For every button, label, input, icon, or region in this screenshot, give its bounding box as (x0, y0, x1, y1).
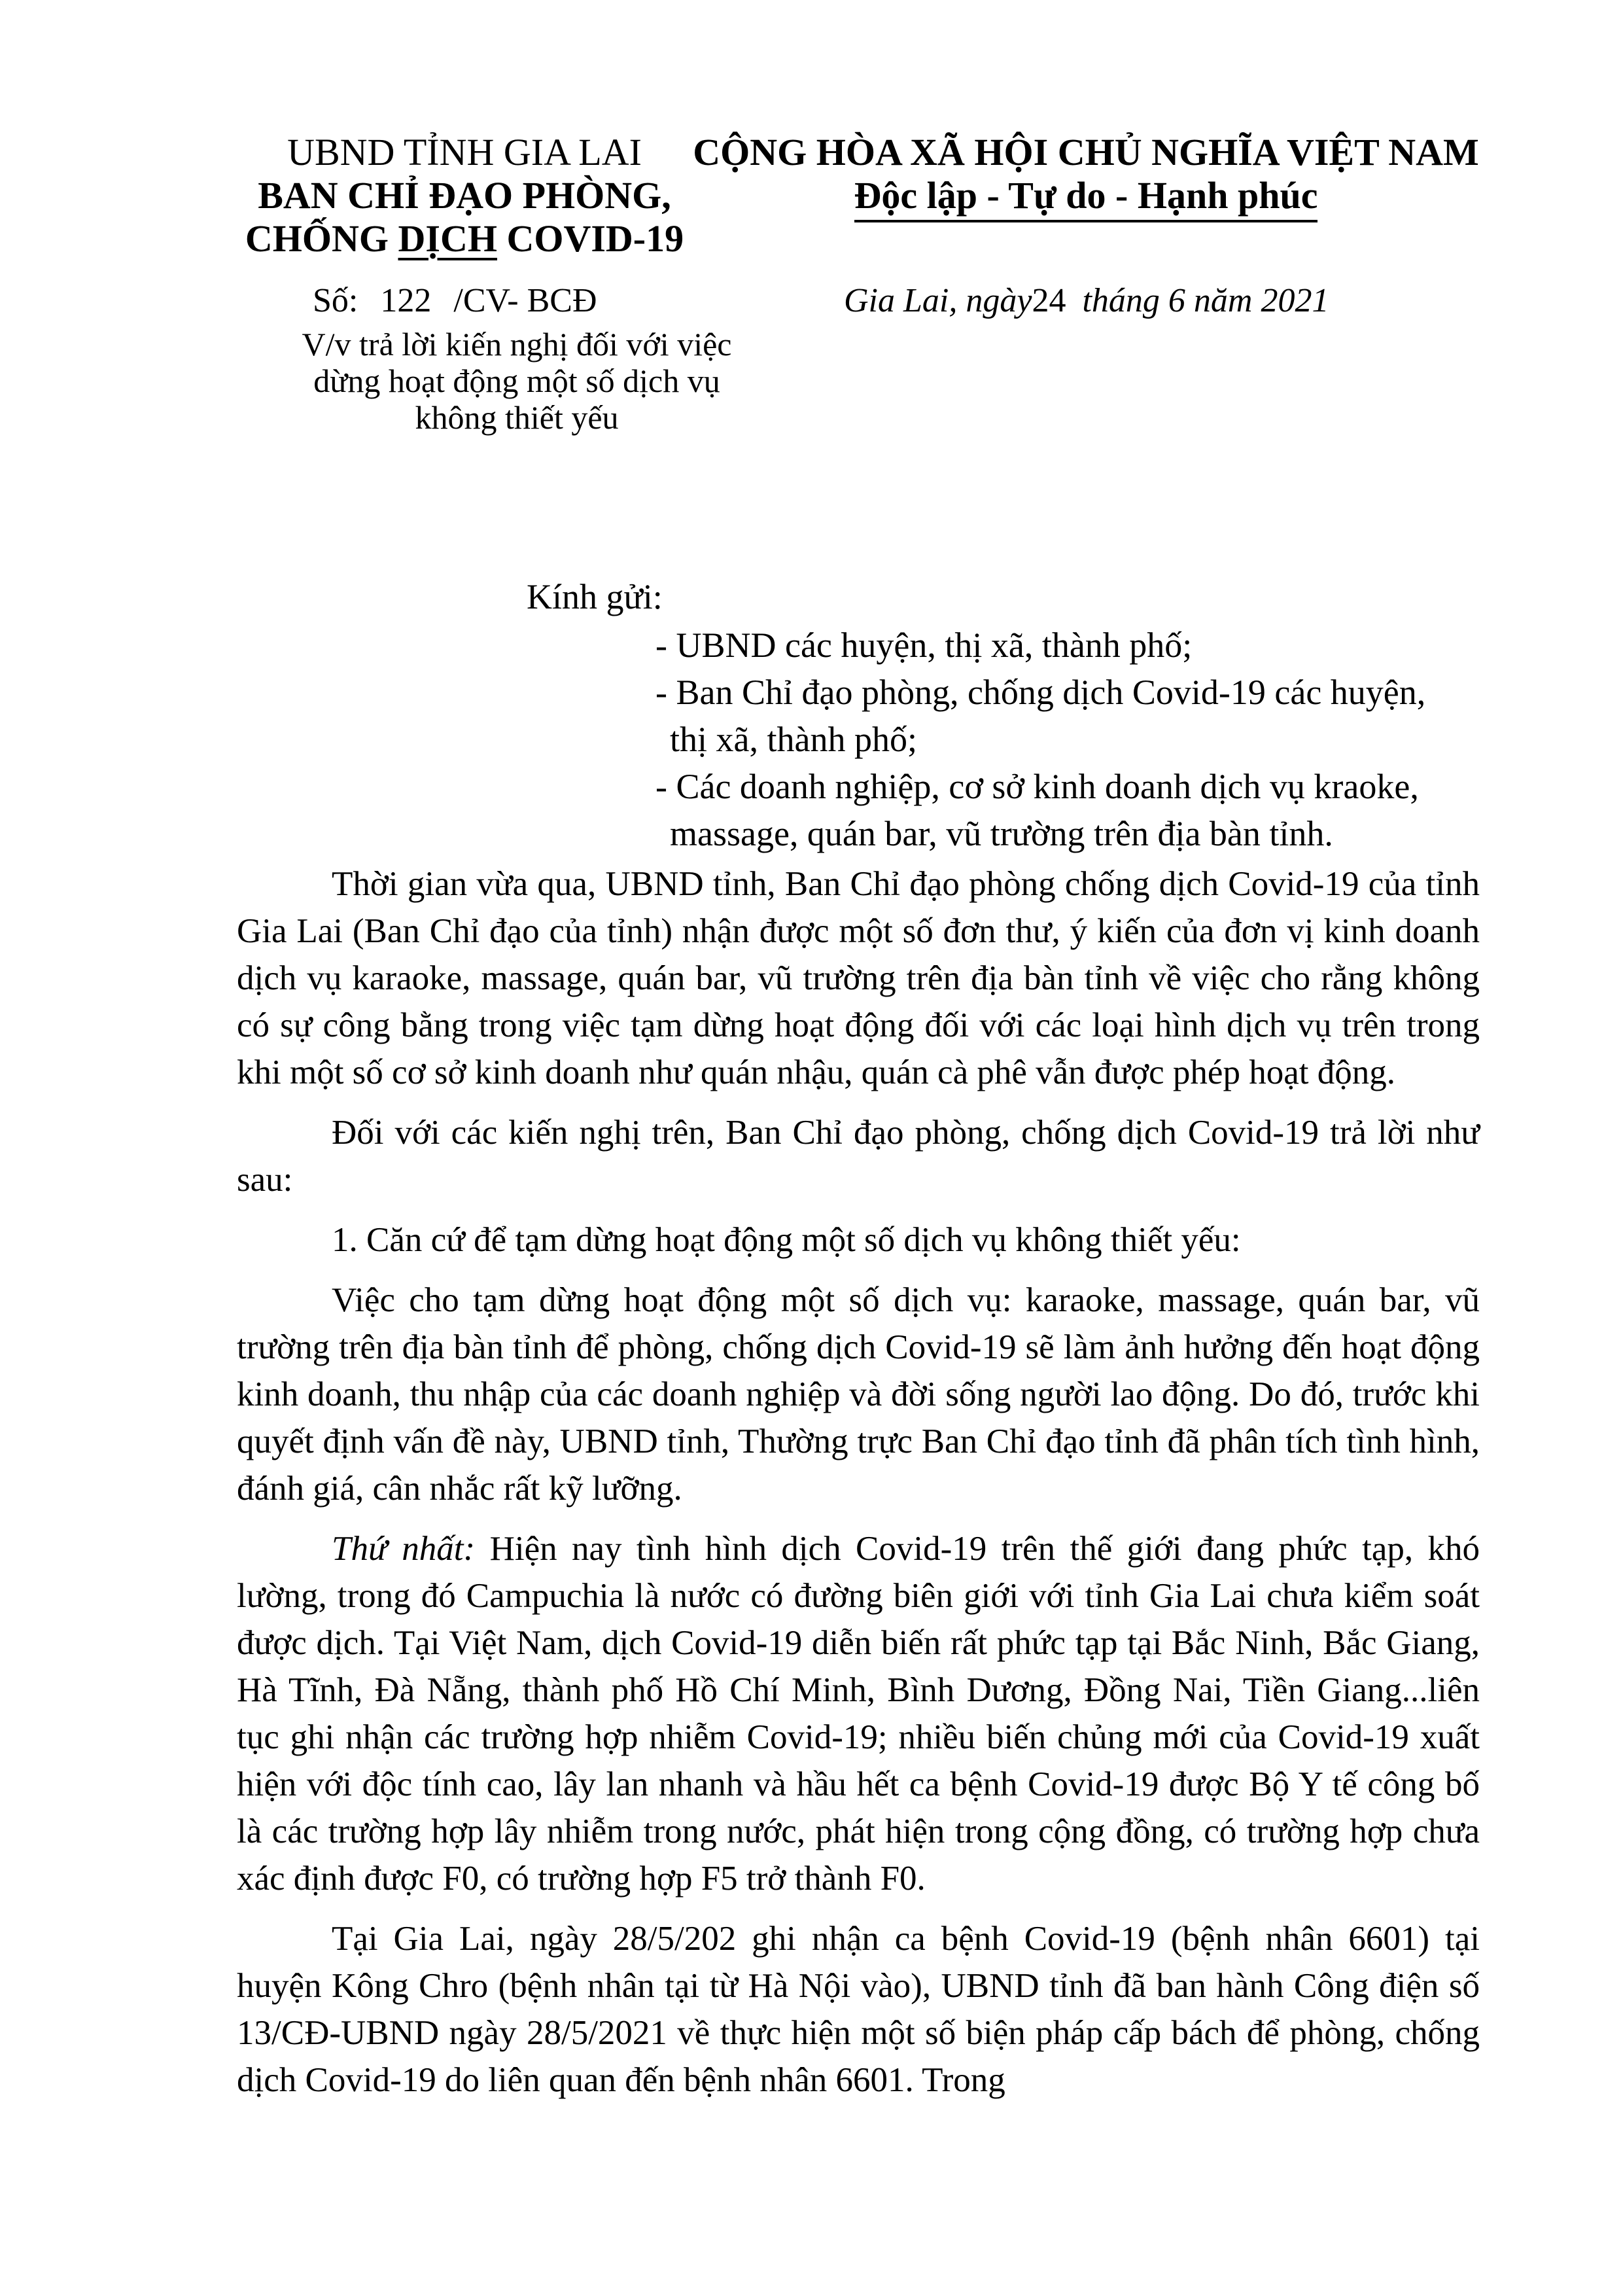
recipient-1: - UBND các huyện, thị xã, thành phố; (655, 626, 1193, 665)
national-heading (680, 131, 1492, 222)
recipient-3-line2: massage, quán bar, vũ trường trên địa bàn tỉnh. (670, 814, 1333, 853)
date-rest: tháng 6 năm 2021 (1082, 282, 1329, 319)
document-number-value: 122 (380, 282, 432, 319)
issuing-body-line3-c: COVID-19 (497, 217, 684, 260)
body-paragraph-5 (237, 1525, 1480, 1902)
issuing-body-line1: UBND TỈNH GIA LAI (287, 131, 642, 173)
nation-name: CỘNG HÒA XÃ HỘI CHỦ NGHĨA VIỆT NAM (693, 131, 1479, 173)
recipients-label: Kính gửi: (527, 577, 663, 616)
subject-line3: không thiết yếu (415, 399, 619, 436)
recipient-2 (655, 669, 1493, 763)
date-day: 24 (1032, 282, 1066, 319)
issuing-body-line3-b: DỊCH (398, 217, 497, 260)
subject-line2: dừng hoạt động một số dịch vụ (313, 362, 720, 399)
body-paragraph-1: Thời gian vừa qua, UBND tỉnh, Ban Chỉ đạo phòng chống dịch Covid-19 của tỉnh Gia Lai (Ban Chỉ đạo của tỉnh) nhận được một số đơn thư, ý kiến của đơn vị kinh doanh dịch vụ karaoke, massage, quán bar, vũ trường trên địa bàn tỉnh về việc cho rằng không có sự công bằng trong việc tạm dừng hoạt động đối với các loại hình dịch vụ trên trong khi một số cơ sở kinh doanh như quán nhậu, quán cà phê vẫn được phép hoạt động. (237, 865, 1480, 1091)
recipient-2-line2: thị xã, thành phố; (670, 720, 917, 759)
recipient-3-line1: - Các doanh nghiệp, cơ sở kinh doanh dịch vụ kraoke, (655, 767, 1419, 806)
body-paragraph-2: Đối với các kiến nghị trên, Ban Chỉ đạo phòng, chống dịch Covid-19 trả lời như sau: (237, 1114, 1480, 1199)
national-motto: Độc lập - Tự do - Hạnh phúc (854, 174, 1318, 222)
body-paragraph-5-text: Hiện nay tình hình dịch Covid-19 trên thế giới đang phức tạp, khó lường, trong đó Campuchia là nước có đường biên giới với tỉnh Gia Lai chưa kiểm soát được dịch. Tại Việt Nam, dịch Covid-19 diễn biến rất phức tạp tại Bắc Ninh, Bắc Giang, Hà Tĩnh, Đà Nẵng, thành phố Hồ Chí Minh, Bình Dương, Đồng Nai, Tiền Giang...liên tục ghi nhận các trường hợp nhiễm Covid-19; nhiều biến chủng mới của Covid-19 xuất hiện với độc tính cao, lây lan nhanh và hầu hết ca bệnh Covid-19 được Bộ Y tế công bố là các trường hợp lây nhiễm trong nước, phát hiện trong cộng đồng, có trường hợp chưa xác định được F0, có trường hợp F5 trở thành F0. (237, 1530, 1480, 1898)
issuing-body (236, 131, 693, 260)
issuing-body-line3-a: CHỐNG (245, 217, 398, 260)
body-paragraph-5-lead: Thứ nhất: (332, 1530, 476, 1568)
issuing-body-line3 (236, 217, 693, 260)
date-place: Gia Lai, ngày (844, 282, 1032, 319)
recipient-3 (655, 763, 1493, 857)
recipient-2-line1: - Ban Chỉ đạo phòng, chống dịch Covid-19 các huyện, (655, 673, 1426, 712)
subject-line1: V/v trả lời kiến nghị đối với việc (302, 326, 732, 362)
document-subject (275, 326, 759, 436)
document-number-prefix: Số: (313, 282, 358, 319)
document-body (237, 860, 1480, 2117)
issuing-body-line2: BAN CHỈ ĐẠO PHÒNG, (258, 174, 671, 217)
date-line (844, 281, 1329, 321)
body-paragraph-3: 1. Căn cứ để tạm dừng hoạt động một số dịch vụ không thiết yếu: (332, 1221, 1241, 1259)
body-paragraph-4: Việc cho tạm dừng hoạt động một số dịch vụ: karaoke, massage, quán bar, vũ trường trên địa bàn tỉnh để phòng, chống dịch Covid-19 sẽ làm ảnh hưởng đến hoạt động kinh doanh, thu nhập của các doanh nghiệp và đời sống người lao động. Do đó, trước khi quyết định vấn đề này, UBND tỉnh, Thường trực Ban Chỉ đạo tỉnh đã phân tích tình hình, đánh giá, cân nhắc rất kỹ lưỡng. (237, 1281, 1480, 1508)
document-number (313, 281, 597, 321)
document-number-suffix: /CV- BCĐ (453, 282, 597, 319)
body-paragraph-6: Tại Gia Lai, ngày 28/5/202 ghi nhận ca bệnh Covid-19 (bệnh nhân 6601) tại huyện Kông Chro (bệnh nhân tại từ Hà Nội vào), UBND tỉnh đã ban hành Công điện số 13/CĐ-UBND ngày 28/5/2021 về thực hiện một số biện pháp cấp bách để phòng, chống dịch Covid-19 do liên quan đến bệnh nhân 6601. Trong (237, 1920, 1480, 2099)
